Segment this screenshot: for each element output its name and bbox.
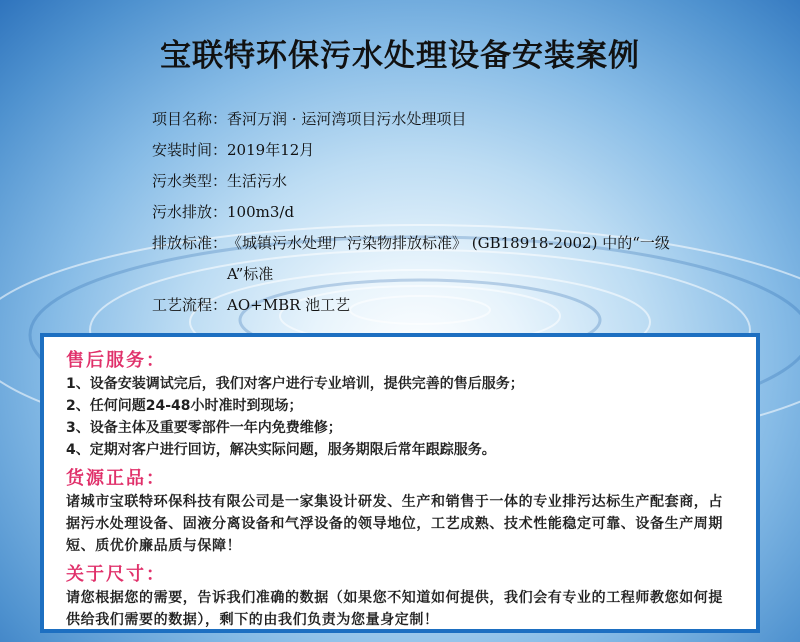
- info-row-name: [152, 104, 742, 135]
- info-value: AO+MBR 池工艺: [227, 296, 351, 314]
- info-value: 生活污水: [227, 172, 288, 190]
- info-value: 100m3/d: [227, 203, 295, 221]
- after-sales-item: 1、设备安装调试完后，我们对客户进行专业培训，提供完善的售后服务；: [66, 376, 524, 392]
- info-row-standard: [152, 228, 742, 290]
- after-sales-item: 4、定期对客户进行回访，解决实际问题，服务期限后常年跟踪服务。: [66, 442, 496, 458]
- info-row-type: [152, 166, 742, 197]
- after-sales-item: 2、任何问题24-48小时准时到现场；: [66, 398, 303, 414]
- source-title: 货源正品：: [66, 468, 166, 489]
- page-title: 宝联特环保污水处理设备安装案例: [160, 38, 640, 74]
- info-row-time: [152, 135, 742, 166]
- size-title: 关于尺寸：: [66, 564, 166, 585]
- info-label: 污水排放：: [152, 203, 228, 221]
- info-row-process: [152, 290, 742, 321]
- info-label: 项目名称：: [152, 110, 228, 128]
- after-sales-title: 售后服务：: [66, 350, 166, 371]
- info-label: 污水类型：: [152, 172, 228, 190]
- info-label: 排放标准：: [152, 234, 228, 252]
- source-text: 诸城市宝联特环保科技有限公司是一家集设计研发、生产和销售于一体的专业排污达标生产配套商，占据污水处理设备、固液分离设备和气浮设备的领导地位，工艺成熟、技术性能稳定可靠、设备生产周期短、质优价廉品质与保障！: [66, 494, 723, 554]
- project-info: [152, 104, 742, 321]
- info-label: 工艺流程：: [152, 296, 228, 314]
- info-row-discharge: [152, 197, 742, 228]
- after-sales-item: 3、设备主体及重要零部件一年内免费维修；: [66, 420, 342, 436]
- service-panel: [40, 333, 760, 633]
- size-text: 请您根据您的需要，告诉我们准确的数据（如果您不知道如何提供，我们会有专业的工程师教您如何提供给我们需要的数据），剩下的由我们负责为您量身定制！: [66, 590, 723, 628]
- info-value: 香河万润 · 运河湾项目污水处理项目: [227, 110, 467, 128]
- info-value: 《城镇污水处理厂污染物排放标准》 (GB18918-2002) 中的“一级 A”标准: [227, 234, 670, 283]
- info-value: 2019年12月: [227, 141, 315, 159]
- info-label: 安装时间：: [152, 141, 228, 159]
